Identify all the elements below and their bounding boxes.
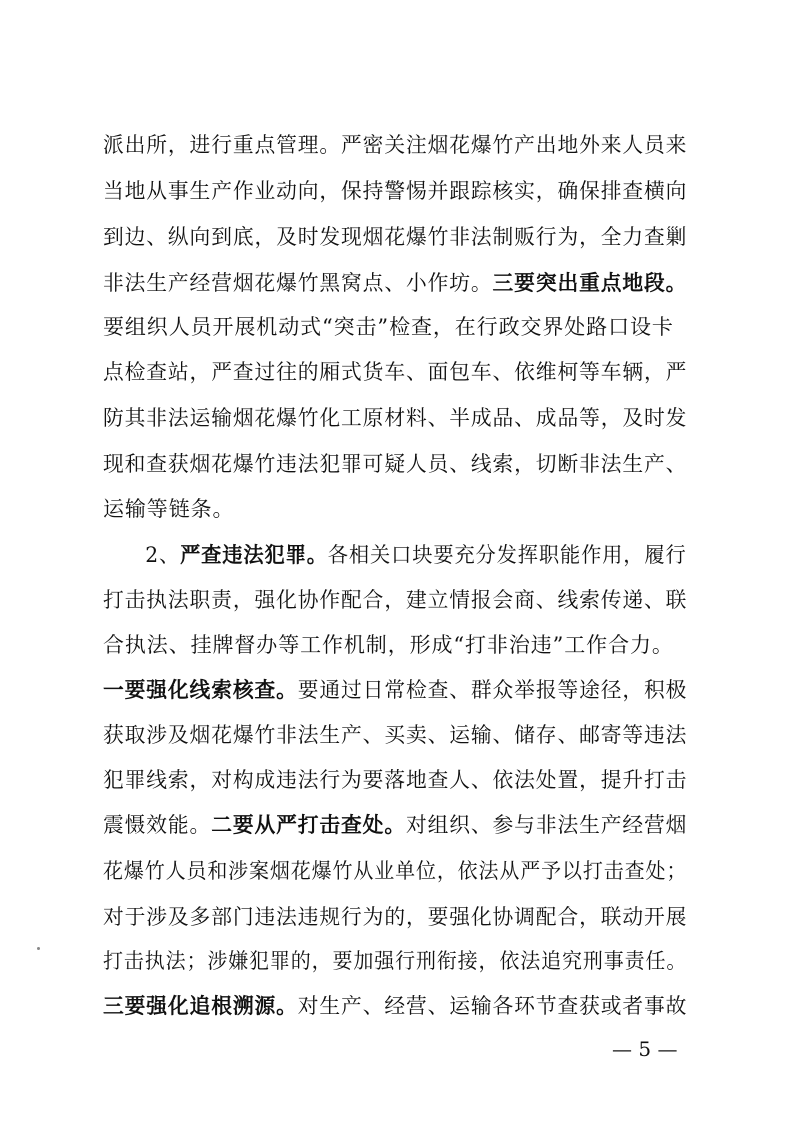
line-text: 派出所，进行重点管理。严密关注烟花爆竹产出地外来人员来 bbox=[103, 133, 688, 157]
text-line bbox=[103, 442, 687, 486]
line-text: 花爆竹人员和涉案烟花爆竹从业单位，依法从严予以打击查处； bbox=[103, 859, 688, 883]
text-line bbox=[103, 169, 687, 213]
text-line bbox=[103, 984, 687, 1028]
text-line bbox=[103, 305, 674, 349]
text-line bbox=[103, 396, 687, 440]
line-text: 要组织人员开展机动式“突击”检查，在行政交界处路口设卡 bbox=[103, 315, 674, 339]
bold-heading-text: 三要强化追根溯源。 bbox=[103, 993, 298, 1018]
scan-speck bbox=[37, 947, 40, 950]
line-text: 对组织、参与非法生产经营烟 bbox=[405, 813, 688, 837]
bold-heading-text: 严查违法犯罪。 bbox=[180, 542, 328, 567]
line-text: 要通过日常检查、群众举报等途径，积极 bbox=[297, 678, 688, 702]
line-text: 对生产、经营、运输各环节查获或者事故 bbox=[297, 994, 688, 1018]
bold-heading-text: 二要从严打击查处。 bbox=[211, 812, 406, 837]
page-number: — 5 — bbox=[612, 1037, 678, 1061]
line-text: 获取涉及烟花爆竹非法生产、买卖、运输、储存、邮寄等违法 bbox=[103, 723, 688, 747]
text-line bbox=[103, 713, 687, 757]
text-line bbox=[103, 261, 687, 305]
text-line bbox=[103, 487, 234, 531]
line-text: 到边、纵向到底，及时发现烟花爆竹非法制贩行为，全力查剿 bbox=[103, 225, 688, 249]
line-text: 打击执法；涉嫌犯罪的，要加强行刑衔接，依法追究刑事责任。 bbox=[103, 949, 688, 973]
text-line bbox=[103, 895, 687, 939]
text-line bbox=[103, 533, 687, 577]
text-line bbox=[103, 758, 687, 802]
text-line bbox=[103, 803, 687, 847]
text-line bbox=[103, 668, 687, 712]
line-text: 震慑效能。 bbox=[103, 813, 212, 837]
line-text: 点检查站，严查过往的厢式货车、面包车、依维柯等车辆，严 bbox=[103, 360, 688, 384]
text-line bbox=[103, 849, 687, 893]
line-text: 对于涉及多部门违法违规行为的，要强化协调配合，联动开展 bbox=[103, 905, 688, 929]
line-text: 当地从事生产作业动向，保持警惕并跟踪核实，确保排查横向 bbox=[103, 179, 688, 203]
bold-heading-text: 三要突出重点地段。 bbox=[492, 270, 688, 295]
text-line bbox=[103, 939, 687, 983]
bold-heading-text: 一要强化线索核查。 bbox=[103, 677, 298, 702]
line-text: 防其非法运输烟花爆竹化工原材料、半成品、成品等，及时发 bbox=[103, 406, 688, 430]
line-text: 打击执法职责，强化协作配合，建立情报会商、线索传递、联 bbox=[103, 588, 688, 612]
line-text: 非法生产经营烟花爆竹黑窝点、小作坊。 bbox=[103, 271, 493, 295]
text-line bbox=[103, 623, 674, 667]
line-text: 合执法、挂牌督办等工作机制，形成“打非治违”工作合力。 bbox=[103, 633, 674, 657]
text-line bbox=[103, 215, 687, 259]
text-line bbox=[103, 123, 687, 167]
line-text: 犯罪线索，对构成违法行为要落地查人、依法处置，提升打击 bbox=[103, 768, 688, 792]
text-line bbox=[103, 578, 687, 622]
text-line bbox=[103, 350, 687, 394]
line-text: 现和查获烟花爆竹违法犯罪可疑人员、线索，切断非法生产、 bbox=[103, 452, 688, 476]
line-text: 2、 bbox=[103, 543, 181, 567]
line-text: 各相关口块要充分发挥职能作用，履行 bbox=[327, 543, 687, 567]
line-text: 运输等链条。 bbox=[103, 497, 235, 521]
